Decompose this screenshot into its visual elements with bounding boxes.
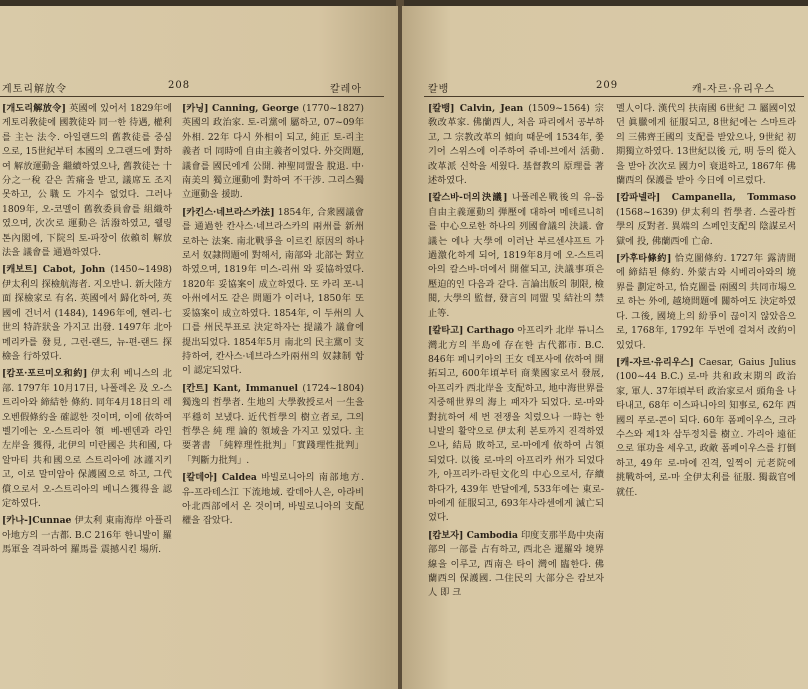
entry-text: (1568~1639) 伊太利의 哲學者. 스콜라哲學의 反對者. 異端의 스페인支配의 陰謀로서 獄에 投, 佛蘭西에 亡命. bbox=[616, 206, 796, 247]
left-running-header: 게토리解放令 bbox=[2, 84, 67, 95]
right-page-column-1 bbox=[428, 102, 604, 601]
dictionary-entry bbox=[2, 102, 172, 260]
dictionary-entry bbox=[616, 252, 796, 353]
entry-text: (1724~1804) 獨逸의 哲學者. 生地의 大學敎授로서 一生을 平穩히 보냈다. 近代哲學의 樹立者로, 그의 哲學은 純 理 論的 領域을 가지고 있었다. 主要著書 「純粹理性批判」「實踐理性批判」「判斷力批判」. bbox=[182, 382, 365, 466]
dictionary-entry-continued bbox=[616, 102, 796, 188]
left-page-column-2 bbox=[182, 102, 364, 529]
entry-headword: [칼데아] Caldea bbox=[182, 472, 257, 484]
dictionary-entry bbox=[2, 263, 172, 364]
entry-text: 1854年, 合衆國議會를 通過한 칸사스·네브라스카의 兩州를 新州로하는 法案. 南北戰爭을 이르킨 原因의 하나로서 奴隷問題에 對해서, 南部와 北部는 對立하였으며, 1819年 미스-리州 와 妥協하였다. 1820年 妥協案이 成立하였다. 또 카리 포-니아州에서도 같은 問題가 이러나, 1850年 또 妥協案이 成立하였다. 1854年, 이 두州의 人口를 州民투표로 決定하자는 提議가 議會에 提出되었다. 1854年5月 南北의 民主黨이 支持하여, 칸사스·네브라스카兩州의 奴隷制 함이 認定되었다. bbox=[182, 206, 364, 377]
entry-text: (1450~1498) 伊太利의 探檢航海者. 지오반니. 新大陸方面 探檢家로 有名. 英國에서 歸化하여, 英國에 건너서 (1484), 1496年에, 헨리-七世의 特許狀을 가지고 出發. 1497年 北아메리카를 發見, 그런-랜드, 뉴-편-랜드 探檢을 行하였다. bbox=[2, 264, 173, 362]
dictionary-entry bbox=[182, 102, 364, 203]
entry-text: 伊太利 베니스의 北部. 1797年 10月17日, 나폴레온 及 오-스트리아와 締結한 條約. 同年4月18日의 레오벤假條約을 確認한 것이며, 이에 依하여 벨기에는 오-스트리아 領 베-벤덴과 라인 左岸을 獲得, 北伊의 미란國은 共和國, 다알마티 共和國으로 스트리아에 冰謹지키고, 이로 말미암아 保護國으로 하고, 그代償으로서 오-스트리아의 베니스獲得을 認定하였다. bbox=[2, 368, 172, 509]
entry-text: 아프리카 北岸 튜니스灣北方의 半島에 存在한 古代都市. B.C. 846年 페니키아의 王女 데포사에 依하여 開拓되고, 600年頃부터 商業國家로서 發展, 아프리카 西北岸을 支配하고, 地中海世界를 지중해世界의 海上 패자가 되었다. 로-마와 對抗하여 세 번 전쟁을 치렀으나 一時는 한니발의 활약으로 伊太利 본토까지 진격하였으나, 結局 敗하고, 로-마에게 依하여 占領되었다. 以後 로-마의 아프리카 州가 되었다가, 아프리카·라틴文化의 中心으로서, 存續하다가, 439年 반달에게, 533年에는 東로-마에게 征服되고, 693年사라센에게 滅亡되었다. bbox=[428, 325, 605, 524]
left-page-column-1 bbox=[2, 102, 172, 558]
dictionary-entry bbox=[182, 382, 364, 468]
entry-headword: [칸트] Kant, Immanuel bbox=[182, 382, 299, 394]
entry-headword: [캐-자르·유리우스] bbox=[616, 356, 694, 368]
dictionary-entry bbox=[616, 356, 796, 500]
entry-headword: [캄보자] Cambodia bbox=[428, 529, 518, 541]
entry-headword: [카후타條約] bbox=[616, 253, 672, 265]
entry-headword: [카닝] Canning, George bbox=[182, 103, 300, 114]
dictionary-entry bbox=[428, 102, 604, 188]
entry-headword: [개도리解放令] bbox=[2, 103, 66, 114]
dictionary-entry bbox=[182, 206, 364, 379]
entry-headword: [캄포·포르미오和約] bbox=[2, 368, 88, 380]
header-rule bbox=[424, 96, 804, 97]
left-page-number: 208 bbox=[168, 80, 191, 91]
dictionary-entry bbox=[2, 367, 172, 511]
entry-headword: [칼뱅] Calvin, Jean bbox=[428, 103, 524, 114]
entry-headword: [캐보트] Cabot, John bbox=[2, 264, 106, 276]
entry-text: 英國에 있어서 1829年에 게토리敎徒에 國教徒와 同一한 待遇, 權利를 主는 法令. 아일랜드의 舊教徒를 중심으로, 15世紀부터 本國의 오그랜드에 對하여 解放運動을 繼續하였으나, 舊教徒는 十分之一稅 같은 苦痛을 받고, 議席도 조지못하고, 公職도 가지수 없었다. 그러나 1809年, 오-코멜이 舊敎委員會를 組織하였으며, 次次로 運動은 活潑하였고, 웰링톤內閣에, 下院의 토-파장이 依賴히 解放法을 議會를 通過하였다. bbox=[2, 103, 172, 259]
dictionary-entry bbox=[2, 514, 172, 557]
entry-text: 印度支那半島中央南部의 一部를 占有하고, 西北은 暹羅와 境界線을 이루고, 西南은 타이 灣에 臨한다. 佛蘭西의 保護國. 그住民의 大部分은 캄보자人 即 크 bbox=[428, 529, 605, 599]
entry-text: 伊太利 東南海岸 아플리아地方의 一古都. B.C 216年 한니발이 羅馬軍을 격파하여 羅馬를 震撼시킨 場所. bbox=[2, 515, 173, 556]
right-page-number: 209 bbox=[596, 80, 619, 91]
dictionary-entry bbox=[428, 529, 604, 601]
entry-text: 恰克圖條約. 1727年 露淸間에 締結된 條約. 外蒙古와 시베리아와의 境界를 劃定하고, 恰克圖를 兩國의 共同市場으로 하는 外에, 越境問題에 關하여도 決定하였다. 그後, 國境上의 紛爭이 끊이지 않았음으로, 1768年, 1792年 두번에 걸쳐서 改約이 있었다. bbox=[616, 253, 796, 351]
entry-headword: [칼스바-더의決議] bbox=[428, 192, 508, 204]
header-rule bbox=[0, 96, 384, 97]
left-page bbox=[0, 6, 398, 689]
entry-headword: [캄파넬라] Campanella, Tommaso bbox=[616, 192, 796, 204]
entry-text: Caesar, Gaius Julius (100~44 B.C.) 로-마 共和政末期의 政治家, 軍人. 37年頃부터 政治家로서 頭角을 나타내고, 68年 이스파니아의 知事로, 62年 西國의 푸로-콘이 되다. 60年 폼페이우스, 크라수스와 제1차 삼두정치를 樹立. 가리아 遠征으로 軍功을 세우고, 政敵 폼페이우스를 打倒하고, 49年 로-마에 진격, 일찍이 元老院에 挑戰하여, 로-마 全伊太利를 征服. 獨裁官에 就任. bbox=[616, 356, 796, 498]
dictionary-entry bbox=[182, 471, 364, 529]
entry-headword: [카나-]Cunnae bbox=[2, 515, 72, 527]
right-running-header-left: 칼뱅 bbox=[428, 84, 450, 95]
dictionary-entry bbox=[428, 191, 604, 321]
entry-text: 멜人이다. 漢代의 扶南國 6世紀 그 屬國이었던 眞臘에게 征服되고, 8世紀에는 스마트라의 三佛齊王國의 支配를 받았으나, 9世紀 初期獨立하였다. 13世紀以後 元, 明 등의 從入을 받아 次次로 國力이 衰退하고, 1867年 佛蘭西의 保護를 받아 今日에 이르렀다. bbox=[616, 103, 796, 187]
entry-text: 바빌로니아의 南部地方. 유-프라테스江 下流地域. 칼데아人은, 아라비아北西部에서 온 것이며, 바빌로니아의 支配權을 잡았다. bbox=[182, 472, 364, 527]
entry-headword: [칼타고] Carthago bbox=[428, 325, 515, 337]
entry-text: 나폴레온戰後의 유-롭 自由主義運動의 弾壓에 대하여 메테르니히를 中心으로한 하나의 列國會議의 決議. 會議는 에나 大學에 이러난 부르센샤프트 가 過激化하게 되어, 1819年8月에 오-스트리아의 칼스바-더에서 開催되고, 決議事項은 壓迫的인 다음과 같다. 言論出版의 制限, 檢閱, 大學의 監督, 發言의 同盟 및 結社의 禁止等. bbox=[428, 192, 605, 319]
right-page bbox=[402, 6, 808, 689]
entry-text: (1509~1564) 宗敎改革家. 佛蘭西人, 처음 파리에서 공부하고, 그 宗教改革의 傾向 때문에 1534年, 쫓기어 스위스에 이주하여 쥬네-브에서 活動. 改革派 신학을 세웠다. 基督教의 原理를 著述하였다. bbox=[428, 103, 604, 187]
right-running-header: 캐-자르·유리우스 bbox=[692, 84, 776, 95]
left-running-header-right: 칼레아 bbox=[330, 84, 362, 95]
entry-text: (1770~1827) 英國의 政治家. 토-리黨에 屬하고, 07~09年 外相. 22年 다시 外相이 되고, 純正 토-리主義者 더 同時에 自由主義者이었다. 外交問題, 議會를 國民에게 公開. 神聖同盟을 脫退. 中·南美의 獨立運動에 對하여 不干涉. 그리스獨立運動을 援助. bbox=[182, 103, 364, 201]
right-page-column-2 bbox=[616, 102, 796, 500]
dictionary-entry bbox=[428, 324, 604, 526]
dictionary-entry bbox=[616, 191, 796, 249]
entry-headword: [카킨스·네브라스카法] bbox=[182, 206, 275, 218]
